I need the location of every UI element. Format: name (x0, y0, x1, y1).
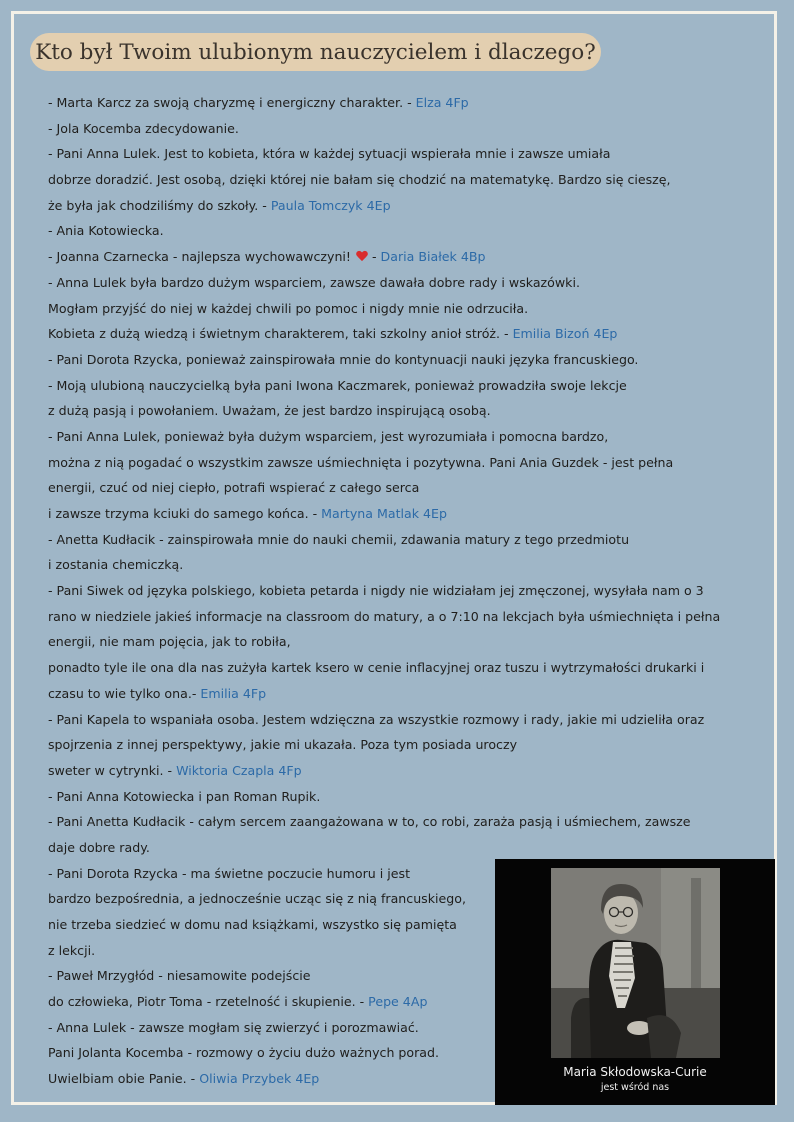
answer-author: Paula Tomczyk 4Ep (270, 197, 391, 213)
answer-text: Uwielbiam obie Panie. - (48, 1071, 200, 1087)
answer-author: Wiktoria Czapla 4Fp (176, 762, 302, 778)
answer-author: Emilia Bizoń 4Ep (512, 326, 618, 342)
answer-text: dobrze doradzić. Jest osobą, dzięki której nie bałam się chodzić na matematykę. Bardzo się cieszę, (48, 172, 671, 188)
answer-line (48, 835, 738, 861)
answer-text: do człowieka, Piotr Toma - rzetelność i skupienie. - (48, 994, 369, 1010)
photo-panel (495, 859, 775, 1105)
answer-line (48, 321, 738, 347)
answer-line (48, 758, 738, 784)
answer-author: Oliwia Przybek 4Ep (199, 1071, 320, 1087)
answer-line (48, 784, 738, 810)
answer-text: - Paweł Mrzygłód - niesamowite podejście (48, 968, 311, 984)
answer-text: daje dobre rady. (48, 839, 150, 855)
answer-text: Pani Jolanta Kocemba - rozmowy o życiu dużo ważnych porad. (48, 1045, 440, 1061)
answer-text: z dużą pasją i powołaniem. Uważam, że jest bardzo inspirującą osobą. (48, 403, 491, 419)
answer-text: energii, nie mam pojęcia, jak to robiła, (48, 634, 291, 650)
answer-line (48, 116, 738, 142)
answer-text: - Moją ulubioną nauczycielką była pani Iwona Kaczmarek, ponieważ prowadziła swoje lekcje (48, 377, 627, 393)
answer-text: - Pani Dorota Rzycka, ponieważ zainspirowała mnie do kontynuacji nauki języka francuskiego. (48, 351, 639, 367)
answer-author: Emilia 4Fp (200, 685, 267, 701)
answer-line (48, 373, 738, 399)
answer-text: sweter w cytrynki. - (48, 762, 177, 778)
answer-text: i zostania chemiczką. (48, 557, 184, 573)
answer-line (48, 398, 738, 424)
answer-text: że była jak chodziliśmy do szkoły. - (48, 197, 271, 213)
answer-text: - Marta Karcz za swoją charyzmę i energiczny charakter. - (48, 95, 416, 110)
answer-text-tail: - (367, 249, 381, 265)
photo-caption-name: Maria Skłodowska-Curie (563, 1065, 707, 1079)
answer-text: ponadto tyle ile ona dla nas zużyła kartek ksero w cenie inflacyjnej oraz tuszu i wytrzymałości drukarki i (48, 660, 705, 676)
answer-text: - Anetta Kudłacik - zainspirowała mnie do nauki chemii, zdawania matury z tego przedmiotu (48, 531, 630, 547)
photo-caption-sub: jest wśród nas (600, 1082, 670, 1093)
answer-author: Martyna Matlak 4Ep (321, 506, 447, 521)
answer-text: - Anna Lulek - zawsze mogłam się zwierzyć i porozmawiać. (48, 1019, 419, 1035)
answer-text: - Jola Kocemba zdecydowanie. (48, 120, 239, 136)
answer-line (48, 424, 738, 450)
answer-text: - Anna Lulek była bardzo dużym wsparciem, zawsze dawała dobre rady i wskazówki. (48, 274, 580, 290)
answer-author: Pepe 4Ap (368, 994, 428, 1010)
answer-line (48, 732, 738, 758)
answer-line (48, 681, 738, 707)
answer-author: Daria Białek 4Bp (380, 249, 486, 265)
answer-author: Elza 4Fp (415, 95, 469, 110)
answer-line (48, 527, 738, 553)
answer-line (48, 244, 738, 270)
portrait-illustration (551, 868, 720, 1058)
answer-text: Kobieta z dużą wiedzą i świetnym charakterem, taki szkolny anioł stróż. - (48, 326, 513, 342)
answer-text: - Pani Anna Lulek, ponieważ była dużym wsparciem, jest wyrozumiała i pomocna bardzo, (48, 428, 609, 444)
answer-line (48, 707, 738, 733)
answer-line (48, 167, 738, 193)
answer-line (48, 475, 738, 501)
page-title: Kto był Twoim ulubionym nauczycielem i dlaczego? (35, 39, 596, 65)
answer-line (48, 552, 738, 578)
answer-line (48, 193, 738, 219)
answer-text: Mogłam przyjść do niej w każdej chwili po pomoc i nigdy mnie nie odrzuciła. (48, 300, 529, 316)
answer-line (48, 218, 738, 244)
answer-line (48, 450, 738, 476)
answer-text: bardzo bezpośrednia, a jednocześnie ucząc się z nią francuskiego, (48, 891, 466, 907)
answer-text: - Ania Kotowiecka. (48, 223, 164, 239)
answer-text: rano w niedziele jakieś informacje na classroom do matury, a o 7:10 na lekcjach była uśmiechnięta i pełna (48, 608, 721, 624)
answer-line (48, 296, 738, 322)
portrait-photo (551, 868, 720, 1058)
answer-text: - Pani Dorota Rzycka - ma świetne poczucie humoru i jest (48, 865, 411, 881)
answer-text: - Pani Anna Lulek. Jest to kobieta, która w każdej sytuacji wspierała mnie i zawsze umiała (48, 146, 611, 162)
answer-text: czasu to wie tylko ona.- (48, 685, 201, 701)
answer-text: i zawsze trzyma kciuki do samego końca. - (48, 506, 322, 521)
answer-text: energii, czuć od niej ciepło, potrafi wspierać z całego serca (48, 480, 420, 496)
answer-text: spojrzenia z innej perspektywy, jakie mi ukazała. Poza tym posiada uroczy (48, 737, 518, 753)
answer-line (48, 604, 738, 630)
answer-text: z lekcji. (48, 942, 96, 958)
answer-text: - Joanna Czarnecka - najlepsza wychowawczyni! (48, 249, 355, 265)
title-banner (30, 33, 601, 71)
answer-text: - Pani Anetta Kudłacik - całym sercem zaangażowana w to, co robi, zaraża pasją i uśmiechem, zawsze (48, 814, 691, 830)
answer-text: - Pani Kapela to wspaniała osoba. Jestem wdzięczna za wszystkie rozmowy i rady, jakie mi udzieliła oraz (48, 711, 705, 727)
answer-text: można z nią pogadać o wszystkim zawsze uśmiechnięta i pozytywna. Pani Ania Guzdek - jest pełna (48, 454, 674, 470)
heart-icon (356, 251, 368, 262)
answer-line (48, 270, 738, 296)
answer-line (48, 90, 738, 116)
answer-line (48, 629, 738, 655)
answer-text: - Pani Siwek od języka polskiego, kobieta petarda i nigdy nie widziałam jej zmęczonej, wysyłała nam o 3 (48, 583, 704, 599)
answer-line (48, 655, 738, 681)
answer-line (48, 501, 738, 527)
answer-line (48, 347, 738, 373)
answer-text: nie trzeba siedzieć w domu nad książkami, wszystko się pamięta (48, 917, 457, 932)
answer-line (48, 809, 738, 835)
answer-text: - Pani Anna Kotowiecka i pan Roman Rupik. (48, 788, 321, 804)
answer-line (48, 578, 738, 604)
answer-line (48, 141, 738, 167)
